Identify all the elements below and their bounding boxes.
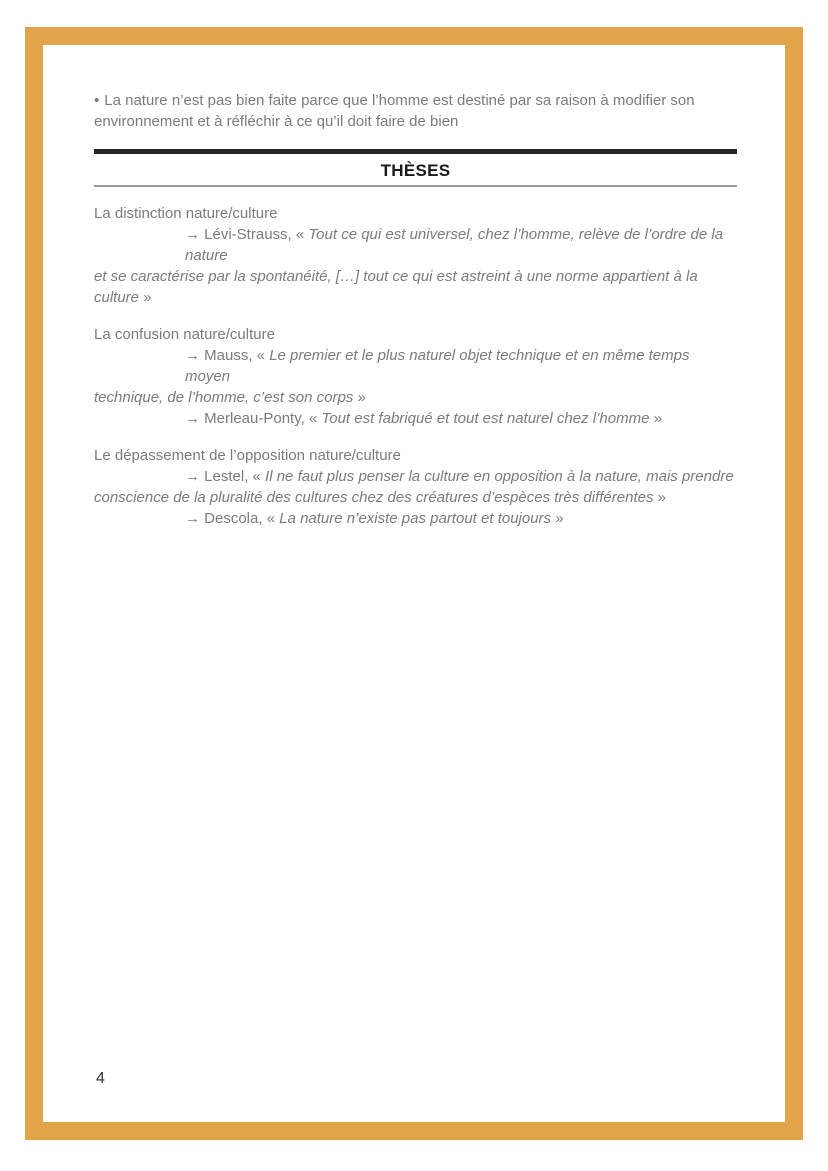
quote-text: Tout ce qui est universel, chez l’homme, relève de l’ordre de la nature <box>185 226 724 264</box>
thesis-line <box>94 408 737 429</box>
quote-text: et se caractérise par la spontanéité, […] tout ce qui est astreint à une norme appartient à la culture <box>94 268 698 306</box>
closing-guillemet: » <box>139 289 152 306</box>
bullet-text: La nature n’est pas bien faite parce que l’homme est destiné par sa raison à modifier son environnement et à réfléchir à ce qu’il doit faire de bien <box>94 92 695 130</box>
closing-guillemet: » <box>353 389 366 406</box>
bullet-marker: • <box>94 92 100 109</box>
thesis-line <box>94 345 737 387</box>
thesis-line <box>94 266 737 308</box>
thesis-line <box>94 224 737 266</box>
quote-text: technique, de l’homme, c’est son corps <box>94 389 354 406</box>
thesis-line <box>94 466 737 487</box>
thick-divider-rule <box>94 149 737 154</box>
thesis-line <box>94 487 737 508</box>
arrow-author-prefix: → Mauss, « <box>185 347 270 364</box>
section-heading: La confusion nature/culture <box>94 326 275 343</box>
quote-text: Tout est fabriqué et tout est naturel chez l’homme <box>321 410 650 427</box>
thesis-section <box>94 324 737 429</box>
arrow-author-prefix: → Descola, « <box>185 510 280 527</box>
closing-guillemet: » <box>551 510 564 527</box>
thin-divider-rule <box>94 185 737 187</box>
theses-sections <box>94 203 737 529</box>
thesis-section <box>94 203 737 308</box>
arrow-author-prefix: → Lévi-Strauss, « <box>185 226 309 243</box>
quote-text: La nature n’existe pas partout et toujours <box>279 510 552 527</box>
closing-guillemet: » <box>649 410 662 427</box>
page-title: THÈSES <box>380 161 451 180</box>
quote-text: Il ne faut plus penser la culture en opposition à la nature, mais prendre <box>265 468 734 485</box>
quote-text: Le premier et le plus naturel objet technique et en même temps moyen <box>185 347 690 385</box>
section-heading: La distinction nature/culture <box>94 205 278 222</box>
thesis-line <box>94 387 737 408</box>
section-heading: Le dépassement de l’opposition nature/culture <box>94 447 401 464</box>
quote-text: conscience de la pluralité des cultures chez des créatures d’espèces très différentes <box>94 489 654 506</box>
page-content <box>94 90 737 529</box>
thesis-section <box>94 445 737 529</box>
bullet-paragraph <box>94 90 737 132</box>
thesis-line <box>94 508 737 529</box>
arrow-author-prefix: → Merleau-Ponty, « <box>185 410 322 427</box>
closing-guillemet: » <box>653 489 666 506</box>
arrow-author-prefix: → Lestel, « <box>185 468 266 485</box>
page-number: 4 <box>96 1070 105 1087</box>
